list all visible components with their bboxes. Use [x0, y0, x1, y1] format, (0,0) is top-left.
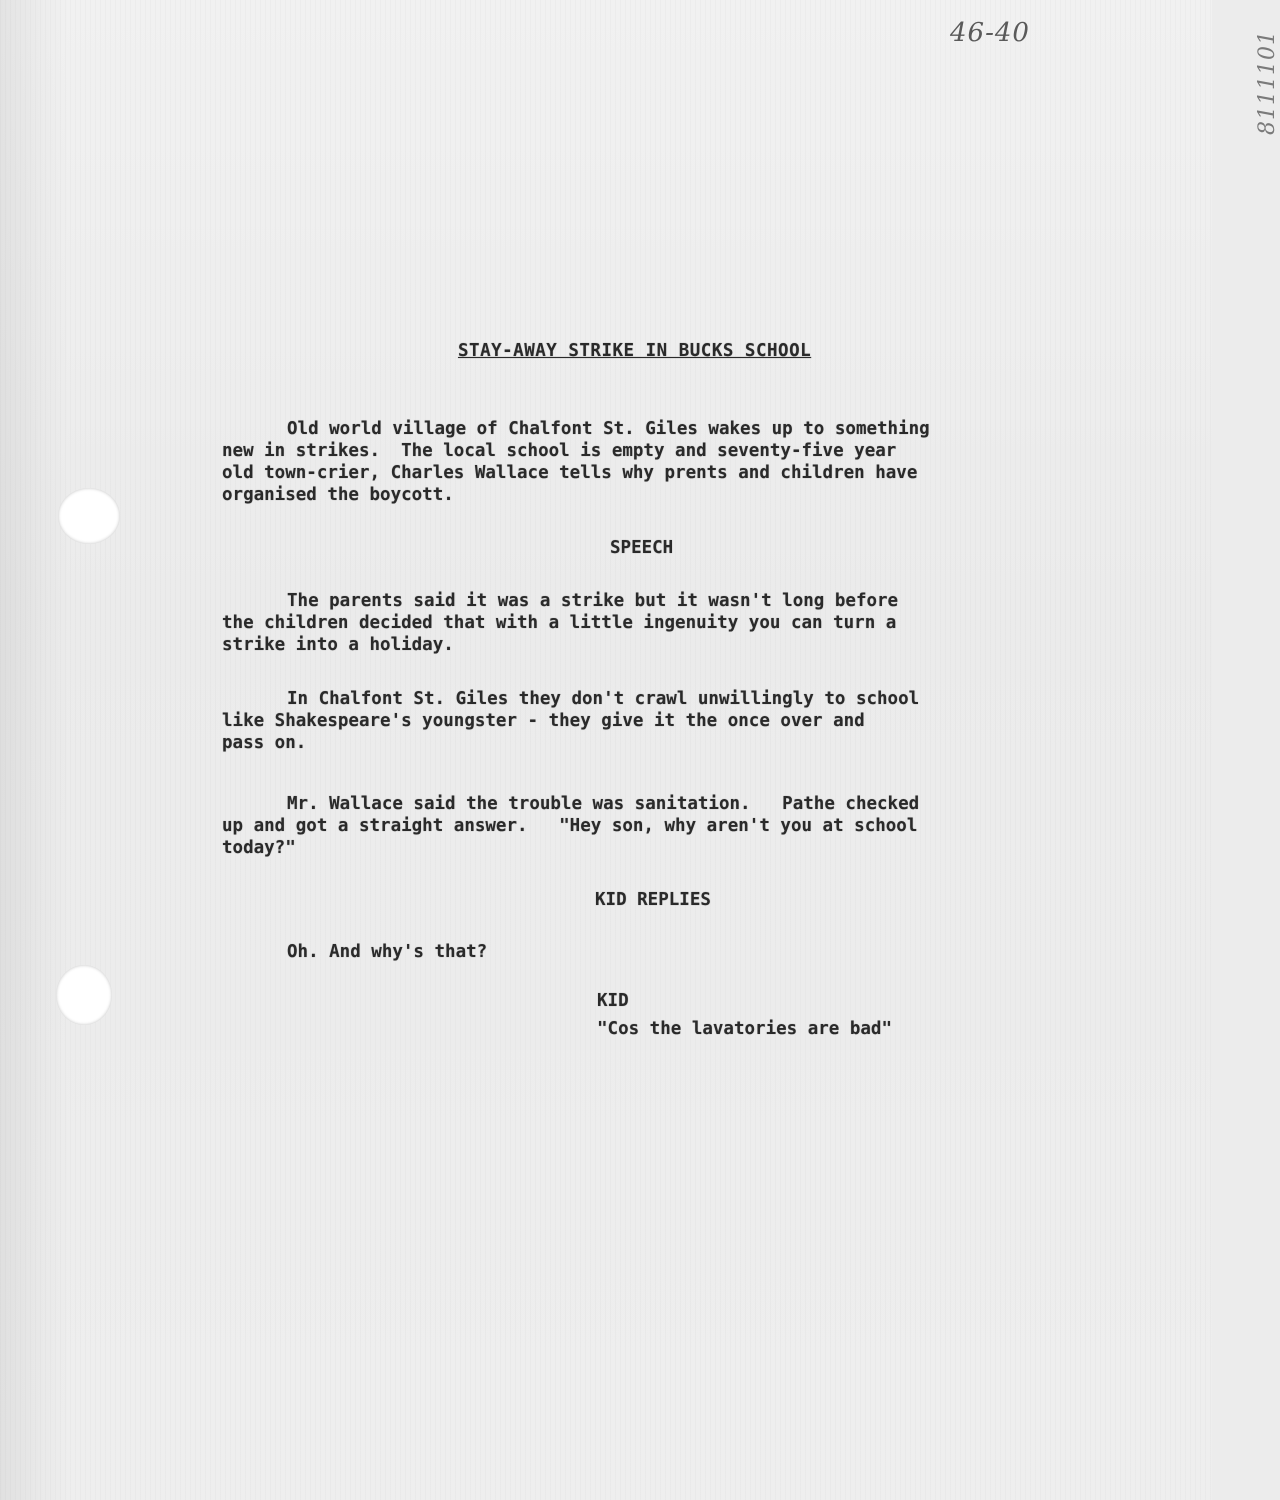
line-oh-why: Oh. And why's that?: [287, 942, 488, 962]
text-line: up and got a straight answer. "Hey son, why aren't you at school: [222, 816, 918, 836]
punch-hole-bottom: [56, 965, 112, 1025]
punch-hole-top: [58, 488, 120, 544]
document-title: STAY-AWAY STRIKE IN BUCKS SCHOOL: [458, 341, 812, 361]
cue-speech: SPEECH: [610, 538, 674, 558]
text-line: In Chalfont St. Giles they don't crawl unwillingly to school: [287, 689, 920, 709]
text-line: organised the boycott.: [222, 485, 454, 505]
kid-quote: "Cos the lavatories are bad": [597, 1019, 893, 1039]
text-line: new in strikes. The local school is empty and seventy-five year: [222, 441, 897, 461]
text-line: like Shakespeare's youngster - they give it the once over and: [222, 711, 865, 731]
text-line: the children decided that with a little ingenuity you can turn a: [222, 613, 897, 633]
cue-kid: KID: [597, 991, 629, 1011]
text-line: Mr. Wallace said the trouble was sanitation. Pathe checked: [287, 794, 920, 814]
paper-fold-shadow: [0, 0, 70, 1500]
handwritten-number: 46-40: [950, 18, 1030, 48]
text-line: old town-crier, Charles Wallace tells why prents and children have: [222, 463, 918, 483]
cue-kid-replies: KID REPLIES: [595, 890, 711, 910]
text-line: The parents said it was a strike but it wasn't long before: [287, 591, 899, 611]
text-line: today?": [222, 838, 296, 858]
stamp-number: 8111101: [1254, 30, 1280, 135]
text-line: Old world village of Chalfont St. Giles wakes up to something: [287, 419, 930, 439]
text-line: pass on.: [222, 733, 307, 753]
text-line: strike into a holiday.: [222, 635, 454, 655]
